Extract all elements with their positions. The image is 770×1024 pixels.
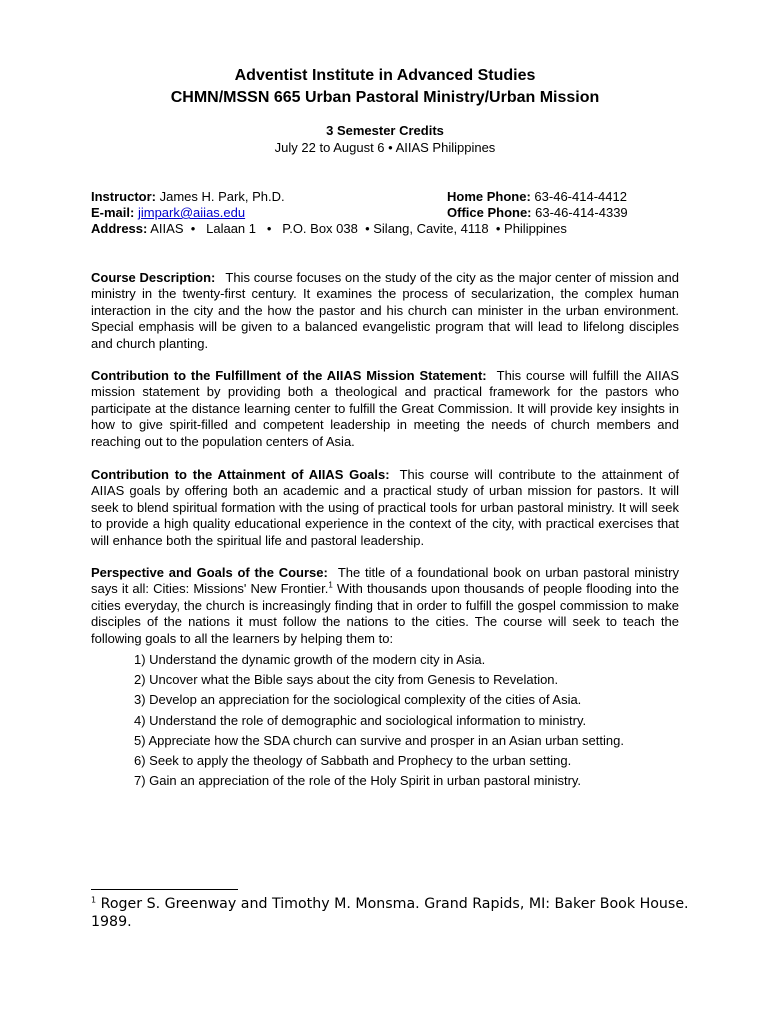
perspective-text-b: With thousands upon thousands of people flooding into the cities everyday, the church is increasingly finding that in order to fulfill the gospel commission to make disciples of the nations it must follow the nations to the cities. The course will seek to teach the following goals to all the learners by helping them to: xyxy=(91,581,680,646)
footnote-divider xyxy=(91,889,238,890)
email-label: E-mail: xyxy=(91,205,135,220)
instructor-row xyxy=(91,189,679,205)
home-phone-label: Home Phone: xyxy=(447,189,531,204)
list-item: 7) Gain an appreciation of the role of the Holy Spirit in urban pastoral ministry. xyxy=(134,773,582,789)
email-row xyxy=(91,205,679,221)
goals-list xyxy=(134,650,624,791)
footnote-text: Roger S. Greenway and Timothy M. Monsma. Grand Rapids, MI: Baker Book House. 1989. xyxy=(91,896,689,930)
course-dates: July 22 to August 6 • AIIAS Philippines xyxy=(274,140,496,155)
address-row xyxy=(91,221,679,237)
office-phone-label: Office Phone: xyxy=(447,205,532,220)
aiias-goals-heading: Contribution to the Attainment of AIIAS Goals: xyxy=(91,467,390,482)
list-item: 5) Appreciate how the SDA church can survive and prosper in an Asian urban setting. xyxy=(134,732,624,748)
course-description-heading: Course Description: xyxy=(91,270,216,285)
credits: 3 Semester Credits xyxy=(326,123,444,138)
perspective-heading: Perspective and Goals of the Course: xyxy=(91,565,328,580)
aiias-goals-text: This course will contribute to the attainment of AIIAS goals by offering both an academic and a practical study of urban mission for pastors. It will seek to blend spiritual formation with the using of practical tools for urban pastoral ministry. It will seek to provide a high quality educational experience in the context of the city, with practical exercises that will enhance both the spiritual life and pastoral leadership. xyxy=(91,467,680,548)
instructor-name: James H. Park, Ph.D. xyxy=(159,189,285,204)
list-item: 6) Seek to apply the theology of Sabbath and Prophecy to the urban setting. xyxy=(134,752,572,768)
home-phone xyxy=(447,189,627,205)
list-item: 4) Understand the role of demographic and sociological information to ministry. xyxy=(134,712,587,728)
footnote xyxy=(91,895,691,931)
list-item: 2) Uncover what the Bible says about the city from Genesis to Revelation. xyxy=(134,672,559,688)
perspective-goals xyxy=(91,565,679,647)
address-label: Address: xyxy=(91,221,148,236)
perspective-text-a: The title of a foundational book on urban pastoral ministry says it all: Cities: Missions' New Frontier. xyxy=(91,565,679,597)
mission-statement xyxy=(91,368,679,450)
list-item: 3) Develop an appreciation for the sociological complexity of the cities of Asia. xyxy=(134,692,582,708)
office-phone-value: 63-46-414-4339 xyxy=(535,205,628,220)
instructor-label: Instructor: xyxy=(91,189,156,204)
course-description-text: This course focuses on the study of the city as the major center of mission and ministry in the twenty-first century. It examines the process of secularization, the complex human interaction in the city and the how the pastor and his church can minister in the urban environment. Special emphasis will be given to a balanced evangelistic program that will lead to lifelong disciples and church planting. xyxy=(91,270,679,351)
mission-text: This course will fulfill the AIIAS mission statement by providing both a theological and practical framework for the pastors who participate at the distance learning center to fulfill the Great Commission. It will provide key insights in how to give spirit-filled and competent leadership in meeting the needs of church members and reaching out to the population centers of Asia. xyxy=(91,368,679,449)
address-value: AIIAS • Lalaan 1 • P.O. Box 038 • Silang, Cavite, 4118 • Philippines xyxy=(150,221,567,236)
course-description xyxy=(91,270,679,352)
footnote-reference[interactable]: 1 xyxy=(328,581,333,591)
course-title: CHMN/MSSN 665 Urban Pastoral Ministry/Urban Mission xyxy=(170,89,600,106)
institute-title: Adventist Institute in Advanced Studies xyxy=(234,67,536,84)
office-phone xyxy=(447,205,628,221)
mission-heading: Contribution to the Fulfillment of the AIIAS Mission Statement: xyxy=(91,368,487,383)
home-phone-value: 63-46-414-4412 xyxy=(534,189,627,204)
email-link[interactable]: jimpark@aiias.edu xyxy=(137,205,246,220)
footnote-marker: 1 xyxy=(91,895,97,905)
list-item: 1) Understand the dynamic growth of the modern city in Asia. xyxy=(134,652,486,667)
aiias-goals xyxy=(91,467,679,549)
